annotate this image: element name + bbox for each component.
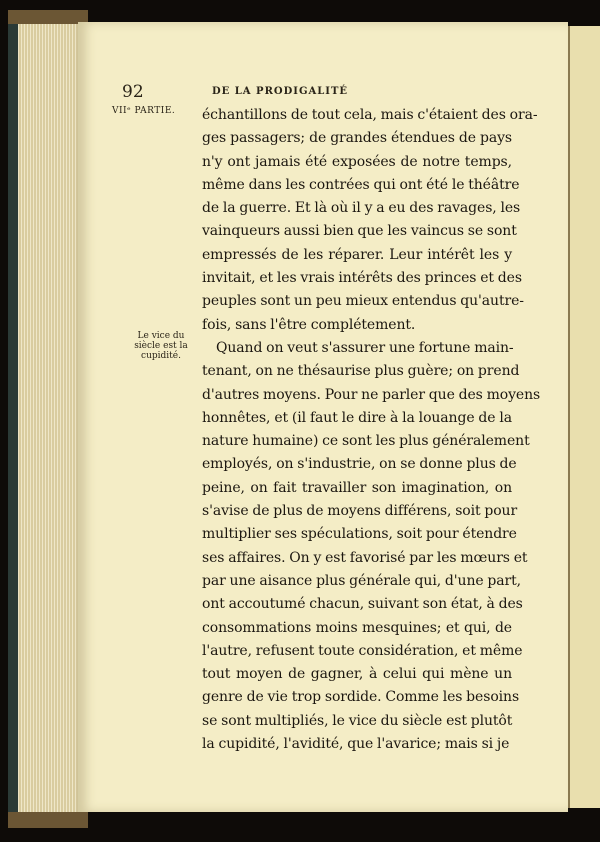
text-line: invitait, et les vrais intérêts des princes et des <box>202 270 522 287</box>
text-line: d'autres moyens. Pour ne parler que des moyens <box>202 386 541 403</box>
text-line: même dans les contrées qui ont été le théâtre <box>202 176 520 193</box>
text-line: n'y ont jamais été exposées de notre temps, <box>202 153 512 170</box>
text-line: multiplier ses spéculations, soit pour étendre <box>202 526 517 543</box>
running-head: DE LA PRODIGALITÉ <box>212 86 349 97</box>
text-line: de la guerre. Et là où il y a eu des ravages, les <box>202 200 521 217</box>
text-line: ont accoutumé chacun, suivant son état, à des <box>202 596 523 613</box>
binding-bottom <box>8 812 88 828</box>
text-line: fois, sans l'être complétement. <box>202 316 416 333</box>
text-line: honnêtes, et (il faut le dire à la louange de la <box>202 409 512 426</box>
margin-note <box>128 331 194 361</box>
margin-note-line: Le vice du <box>137 331 185 341</box>
text-line: l'autre, refusent toute considération, et même <box>202 642 523 659</box>
text-line: tout moyen de gagner, à celui qui mène un <box>202 666 512 683</box>
text-line: ses affaires. On y est favorisé par les mœurs et <box>202 549 528 566</box>
facing-page-edge <box>568 26 600 808</box>
text-line: vainqueurs aussi bien que les vaincus se sont <box>202 223 517 240</box>
page-number: 92 <box>122 82 144 102</box>
text-line: consommations moins mesquines; et qui, de <box>202 619 512 636</box>
part-marker: VIIᵉ PARTIE. <box>112 106 176 116</box>
text-line: s'avise de plus de moyens différens, soit pour <box>202 503 518 520</box>
text-line: se sont multipliés, le vice du siècle est plutôt <box>202 712 513 729</box>
text-line: peine, on fait travailler son imagination, on <box>202 479 512 496</box>
text-line: par une aisance plus générale qui, d'une part, <box>202 572 521 589</box>
text-line: employés, on s'industrie, on se donne plus de <box>202 456 517 473</box>
binding-top <box>8 10 88 24</box>
margin-note-line: cupidité. <box>141 351 181 361</box>
text-line: échantillons de tout cela, mais c'étaient des ora- <box>202 107 538 123</box>
text-line: la cupidité, l'avidité, que l'avarice; mais si je <box>202 736 510 753</box>
text-line: nature humaine) ce sont les plus généralement <box>202 433 530 450</box>
text-line: empressés de les réparer. Leur intérêt les y <box>202 246 512 263</box>
text-line: ges passagers; de grandes étendues de pays <box>202 130 512 147</box>
paragraph-2 <box>202 337 541 756</box>
body-text <box>202 104 541 756</box>
page-edges <box>8 10 88 828</box>
text-line: tenant, on ne thésaurise plus guère; on prend <box>202 363 520 380</box>
text-line: genre de vie trop sordide. Comme les besoins <box>202 689 520 706</box>
paragraph-1 <box>202 104 538 337</box>
text-line: Quand on veut s'assurer une fortune main- <box>216 339 514 356</box>
text-line: peuples sont un peu mieux entendus qu'autre- <box>202 293 524 310</box>
margin-note-line: siècle est la <box>134 341 188 351</box>
